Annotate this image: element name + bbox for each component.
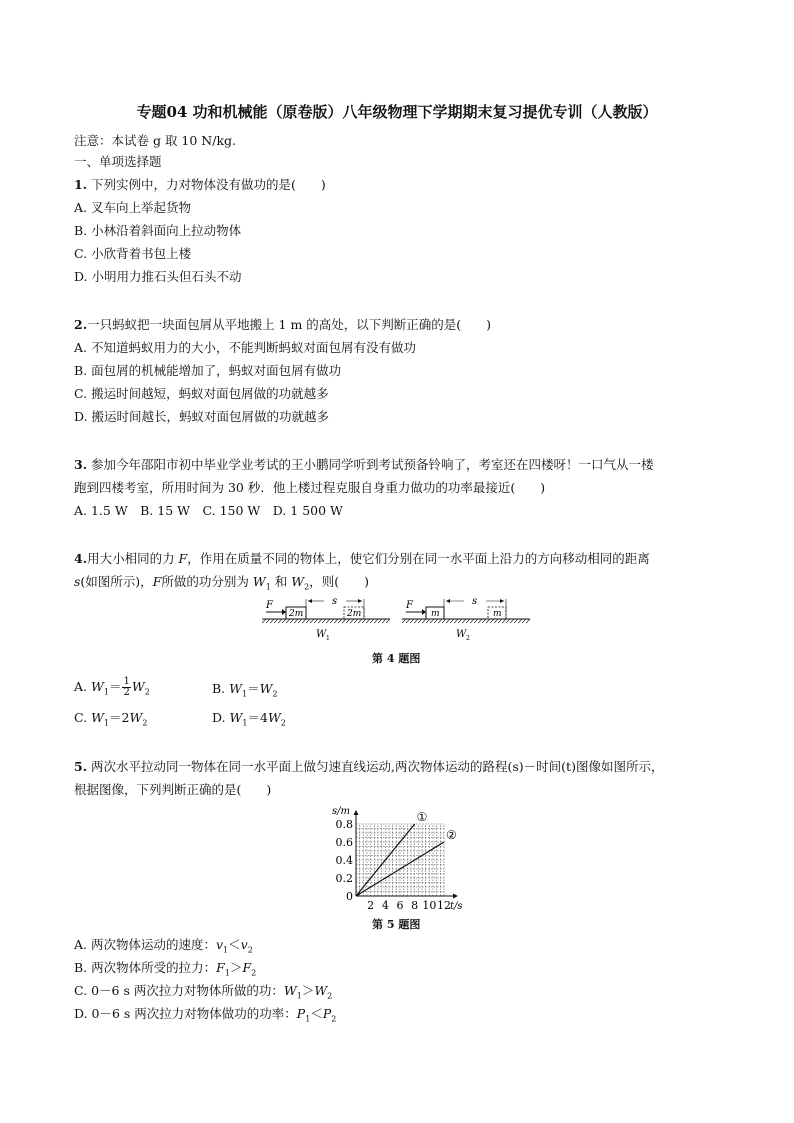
q4-figure	[258, 595, 538, 645]
w2-sub: 2	[466, 635, 470, 642]
hatch-mark	[318, 619, 322, 623]
work-symbol: W	[252, 574, 266, 589]
hatch-mark	[510, 619, 514, 623]
arrowhead-right	[422, 609, 426, 615]
hatch-mark	[382, 619, 386, 623]
q5-option-c	[74, 983, 332, 1005]
question-stem: 下列实例中，力对物体没有做功的是( )	[87, 177, 326, 192]
q1-option-a: A. 叉车向上举起货物	[74, 200, 191, 215]
chart-x-label: t/s	[450, 901, 463, 912]
q2-option-b: B. 面包屑的机械能增加了，蚂蚁对面包屑有做功	[74, 363, 342, 378]
subscript: 2	[280, 718, 286, 728]
hatch-mark	[314, 619, 318, 623]
hatch-mark	[458, 619, 462, 623]
hatch-mark	[370, 619, 374, 623]
w1-label: W	[316, 629, 327, 640]
subscript: 2	[327, 991, 333, 1001]
hatch-mark	[362, 619, 366, 623]
hatch-mark	[502, 619, 506, 623]
work-symbol: W	[90, 679, 104, 694]
operator: ＞	[301, 983, 315, 998]
symbol: W	[283, 983, 297, 998]
question-stem: 和	[270, 574, 292, 589]
question-stem: (如图所示)，	[80, 574, 153, 589]
x-tick-label: 6	[396, 899, 404, 912]
x-tick-label: 12	[437, 899, 451, 912]
q2-option-c: C. 搬运时间越短，蚂蚁对面包屑做的功就越多	[74, 386, 329, 401]
block-2m-moved-label: 2m	[347, 609, 362, 619]
q5-option-d	[74, 1006, 336, 1028]
option-text: A. 两次物体运动的速度：	[74, 937, 216, 952]
work-symbol: W	[267, 710, 281, 725]
hatch-mark	[430, 619, 434, 623]
arrowhead	[308, 599, 312, 603]
distance-label-right: s	[472, 596, 478, 607]
hatch-mark	[422, 619, 426, 623]
x-tick-label: 4	[381, 899, 389, 912]
option-label: A.	[74, 679, 91, 694]
x-tick-label: 2	[367, 899, 375, 912]
subscript: 1	[103, 687, 109, 697]
q5-option-b	[74, 960, 256, 982]
hatch-mark	[486, 619, 490, 623]
hatch-mark	[386, 619, 390, 623]
option-label: B.	[212, 681, 230, 696]
operator: ＜	[228, 937, 241, 952]
question-number: 5.	[74, 759, 88, 774]
question-number: 3.	[74, 457, 88, 472]
question-3-line2: 跑到四楼考室，所用时间为 30 秒．他上楼过程克服自身重力做功的功率最接近( )	[74, 480, 546, 495]
x-tick-label: 10	[422, 899, 437, 912]
equals: ＝2	[109, 710, 130, 725]
question-stem: 参加今年邵阳市初中毕业学业考试的王小鹏同学听到考试预备铃响了，考室还在四楼呀！一口气从一楼	[87, 457, 654, 472]
chart-tick-labels	[336, 818, 452, 912]
y-axis-arrowhead	[354, 810, 359, 815]
series-label-1: ①	[416, 810, 428, 824]
force-symbol: F	[178, 551, 188, 566]
arrowhead	[500, 599, 504, 603]
hatch-mark	[446, 619, 450, 623]
work-symbol: W	[131, 679, 145, 694]
equals: ＝	[108, 679, 122, 694]
distance-symbol: s	[74, 574, 81, 589]
hatch-mark	[278, 619, 282, 623]
symbol: v	[215, 937, 224, 952]
q5-option-a	[74, 937, 253, 959]
question-4	[74, 551, 650, 567]
block-m-label: m	[431, 609, 440, 619]
work-symbol: W	[129, 710, 143, 725]
arrowhead	[358, 599, 362, 603]
y-tick-label: 0	[346, 890, 353, 903]
hatch-mark	[338, 619, 342, 623]
hatch-mark	[438, 619, 442, 623]
subscript: 1	[265, 582, 271, 592]
chart-grid	[356, 824, 444, 896]
symbol: W	[314, 983, 328, 998]
work-symbol: W	[229, 710, 243, 725]
subscript: 1	[305, 1014, 311, 1024]
force-label-right: F	[406, 600, 413, 611]
hatch-mark	[406, 619, 410, 623]
q2-option-d: D. 搬运时间越长，蚂蚁对面包屑做的功就越多	[74, 409, 330, 424]
section-heading: 一、单项选择题	[74, 154, 162, 169]
question-2	[74, 317, 491, 333]
hatch-mark	[290, 619, 294, 623]
hatch-mark	[454, 619, 458, 623]
q4-option-c	[74, 710, 147, 732]
hatch-mark	[490, 619, 494, 623]
x-axis-arrowhead	[453, 894, 458, 899]
question-stem: 所做的功分别为	[161, 574, 253, 589]
subscript: 2	[247, 945, 253, 955]
hatch-mark	[286, 619, 290, 623]
ground-hatch-left	[262, 619, 390, 623]
symbol: F	[242, 960, 252, 975]
hatch-mark	[302, 619, 306, 623]
symbol: v	[240, 937, 248, 952]
hatch-mark	[442, 619, 446, 623]
hatch-mark	[514, 619, 518, 623]
chart-y-label: s/m	[332, 806, 350, 817]
subscript: 1	[224, 968, 230, 978]
y-tick-label: 0.8	[335, 818, 353, 831]
x-tick-label: 8	[411, 899, 419, 912]
subscript: 1	[103, 718, 110, 728]
work-symbol: W	[291, 574, 305, 589]
block-m-moved-label: m	[493, 609, 502, 619]
w1-sub: 1	[326, 635, 330, 642]
operator: ＞	[229, 960, 243, 975]
fraction	[122, 677, 130, 698]
hatch-mark	[522, 619, 526, 623]
hatch-mark	[310, 619, 314, 623]
hatch-mark	[346, 619, 350, 623]
series-label-2: ②	[446, 828, 457, 842]
hatch-mark	[322, 619, 326, 623]
y-tick-label: 0.4	[335, 854, 353, 867]
q4-option-b	[212, 681, 278, 703]
q4-option-a	[74, 677, 150, 701]
q2-option-a: A. 不知道蚂蚁用力的大小，不能判断蚂蚁对面包屑有没有做功	[74, 340, 416, 355]
numerator: 1	[123, 676, 130, 687]
question-3	[74, 457, 654, 473]
hatch-mark	[266, 619, 270, 623]
hatch-mark	[410, 619, 414, 623]
hatch-mark	[526, 619, 530, 623]
ground-hatch-right	[402, 619, 530, 623]
hatch-mark	[378, 619, 382, 623]
hatch-mark	[270, 619, 274, 623]
subscript: 2	[144, 687, 150, 697]
hatch-mark	[470, 619, 474, 623]
question-1	[74, 177, 326, 193]
q1-option-c: C. 小欣背着书包上楼	[74, 246, 192, 261]
note: 注意：本试卷 g 取 10 N/kg.	[74, 133, 236, 148]
hatch-mark	[354, 619, 358, 623]
option-label: C.	[74, 710, 92, 725]
hatch-mark	[298, 619, 302, 623]
y-tick-label: 0.2	[335, 872, 353, 885]
hatch-mark	[426, 619, 430, 623]
hatch-mark	[334, 619, 338, 623]
hatch-mark	[350, 619, 354, 623]
hatch-mark	[418, 619, 422, 623]
hatch-mark	[478, 619, 482, 623]
option-text: B. 两次物体所受的拉力：	[74, 960, 217, 975]
hatch-mark	[274, 619, 278, 623]
question-stem: 两次水平拉动同一物体在同一水平面上做匀速直线运动,两次物体运动的路程(s)－时间(t)图像如图所示，	[87, 759, 664, 774]
q4-figure-caption: 第 4 题图	[372, 652, 421, 665]
subscript: 1	[296, 991, 302, 1001]
q5-figure-caption: 第 5 题图	[372, 918, 421, 931]
hatch-mark	[482, 619, 486, 623]
work-symbol: W	[91, 710, 104, 725]
symbol: P	[322, 1006, 332, 1021]
equals: ＝4	[247, 710, 268, 725]
work-symbol: W	[259, 681, 273, 696]
hatch-mark	[366, 619, 370, 623]
distance-label-left: s	[332, 596, 338, 607]
option-text: D. 0－6 s 两次拉力对物体做功的功率：	[74, 1006, 297, 1021]
q1-option-d: D. 小明用力推石头但石头不动	[74, 269, 242, 284]
question-number: 2.	[74, 317, 88, 332]
hatch-mark	[358, 619, 362, 623]
force-label-left: F	[266, 600, 273, 611]
hatch-mark	[330, 619, 334, 623]
subscript: 2	[142, 718, 148, 728]
question-stem: 用大小相同的力	[87, 551, 179, 566]
force-symbol: F	[152, 574, 162, 589]
hatch-mark	[498, 619, 502, 623]
hatch-mark	[474, 619, 478, 623]
denominator: 2	[123, 687, 130, 698]
subscript: 2	[251, 968, 257, 978]
chart-series	[356, 810, 457, 896]
question-5-line2: 根据图像，下列判断正确的是( )	[74, 782, 272, 797]
hatch-mark	[466, 619, 470, 623]
page-title: 专题04 功和机械能（原卷版）八年级物理下学期期末复习提优专训（人教版）	[136, 103, 658, 121]
question-stem: ，作用在质量不同的物体上，使它们分别在同一水平面上沿力的方向移动相同的距离	[187, 551, 650, 566]
question-stem: 一只蚂蚁把一块面包屑从平地搬上 1 m 的高处，以下判断正确的是( )	[87, 317, 492, 332]
arrowhead	[446, 599, 450, 603]
subscript: 1	[242, 718, 248, 728]
hatch-mark	[434, 619, 438, 623]
option-label: D.	[212, 710, 230, 725]
subscript: 1	[242, 689, 248, 699]
hatch-mark	[262, 619, 266, 623]
work-symbol: W	[229, 681, 242, 696]
option-text: C. 0－6 s 两次拉力对物体所做的功：	[74, 983, 284, 998]
hatch-mark	[414, 619, 418, 623]
hatch-mark	[506, 619, 510, 623]
w2-label: W	[456, 629, 467, 640]
operator: ＜	[310, 1006, 323, 1021]
subscript: 1	[223, 945, 229, 955]
hatch-mark	[306, 619, 310, 623]
question-4-line2	[74, 574, 369, 596]
question-number: 4.	[74, 551, 88, 566]
hatch-mark	[374, 619, 378, 623]
subscript: 2	[272, 689, 278, 699]
symbol: F	[216, 960, 225, 975]
question-number: 1.	[74, 177, 88, 192]
hatch-mark	[282, 619, 286, 623]
hatch-mark	[518, 619, 522, 623]
hatch-mark	[342, 619, 346, 623]
question-stem: ，则( )	[309, 574, 369, 589]
block-2m-label: 2m	[289, 609, 304, 619]
q3-options: A. 1.5 W B. 15 W C. 150 W D. 1 500 W	[74, 503, 343, 518]
q5-chart	[322, 800, 482, 912]
equals: ＝	[247, 681, 260, 696]
hatch-mark	[450, 619, 454, 623]
question-5	[74, 759, 663, 775]
chart-axes	[354, 810, 459, 899]
hatch-mark	[294, 619, 298, 623]
hatch-mark	[402, 619, 406, 623]
y-tick-label: 0.6	[335, 836, 353, 849]
hatch-mark	[462, 619, 466, 623]
subscript: 2	[304, 582, 310, 592]
subscript: 2	[331, 1014, 337, 1024]
q4-option-d	[212, 710, 286, 732]
symbol: P	[296, 1006, 306, 1021]
arrowhead-left	[282, 609, 286, 615]
hatch-mark	[494, 619, 498, 623]
q1-option-b: B. 小林沿着斜面向上拉动物体	[74, 223, 242, 238]
hatch-mark	[326, 619, 330, 623]
